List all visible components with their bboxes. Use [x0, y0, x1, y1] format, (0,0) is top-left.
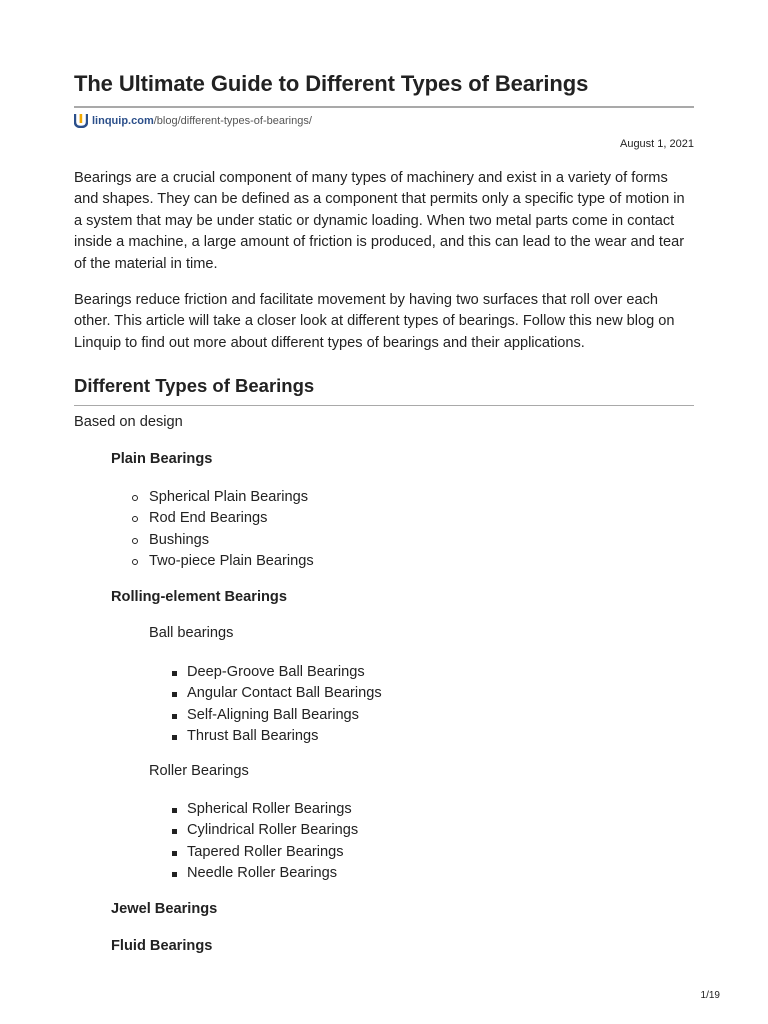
list-item: Thrust Ball Bearings — [187, 726, 382, 747]
square-bullet-icon — [172, 692, 177, 697]
based-on-label: Based on design — [74, 414, 183, 430]
fluid-bearings-heading: Fluid Bearings — [111, 938, 213, 954]
second-paragraph: Bearings reduce friction and facilitate movement by having two surfaces that roll over each other. This article will take a closer look at different types of bearings. Follow this new blog on Linquip to find out more about different types of bearings and their applications. — [74, 292, 675, 351]
square-bullet-icon — [172, 829, 177, 834]
source-path[interactable]: /blog/different-types-of-bearings/ — [153, 114, 312, 127]
publish-date: August 1, 2021 — [619, 138, 694, 150]
page-number: 1/19 — [700, 990, 720, 1001]
square-bullet-icon — [172, 714, 177, 719]
circle-bullet-icon — [132, 516, 138, 522]
circle-bullet-icon — [132, 559, 138, 565]
list-item: Two-piece Plain Bearings — [149, 551, 314, 572]
square-bullet-icon — [172, 808, 177, 813]
linquip-logo-icon — [74, 113, 88, 128]
list-item: Bushings — [149, 530, 314, 551]
list-item: Spherical Plain Bearings — [149, 487, 314, 508]
title-divider — [74, 106, 694, 108]
rolling-bearings-heading: Rolling-element Bearings — [111, 589, 287, 605]
intro-paragraph: Bearings are a crucial component of many types of machinery and exist in a variety of forms and shapes. They can be defined as a component that permits only a specific type of motion in a system that may be under static or dynamic loading. When two metal parts come in contact inside a machine, a large amount of friction is produced, and this can lead to the wear and tear of the material in time. — [74, 170, 685, 272]
circle-bullet-icon — [132, 495, 138, 501]
roller-bearings-label: Roller Bearings — [149, 763, 249, 779]
list-item: Spherical Roller Bearings — [187, 799, 358, 820]
square-bullet-icon — [172, 872, 177, 877]
circle-bullet-icon — [132, 538, 138, 544]
square-bullet-icon — [172, 671, 177, 676]
roller-bearings-list — [187, 799, 358, 885]
plain-bearings-heading: Plain Bearings — [111, 451, 213, 467]
list-item: Needle Roller Bearings — [187, 863, 358, 884]
ball-bearings-label: Ball bearings — [149, 625, 234, 641]
plain-bearings-list — [149, 487, 314, 573]
list-item: Self-Aligning Ball Bearings — [187, 705, 382, 726]
list-item: Tapered Roller Bearings — [187, 842, 358, 863]
source-domain[interactable]: linquip.com — [92, 114, 154, 127]
list-item: Cylindrical Roller Bearings — [187, 820, 358, 841]
list-item: Angular Contact Ball Bearings — [187, 683, 382, 704]
square-bullet-icon — [172, 851, 177, 856]
ball-bearings-list — [187, 662, 382, 748]
list-item: Rod End Bearings — [149, 508, 314, 529]
section-heading: Different Types of Bearings — [74, 375, 315, 396]
square-bullet-icon — [172, 735, 177, 740]
section-divider — [74, 405, 694, 406]
jewel-bearings-heading: Jewel Bearings — [111, 901, 218, 917]
source-url[interactable] — [74, 113, 312, 128]
list-item: Deep-Groove Ball Bearings — [187, 662, 382, 683]
page-title: The Ultimate Guide to Different Types of Bearings — [74, 71, 589, 96]
